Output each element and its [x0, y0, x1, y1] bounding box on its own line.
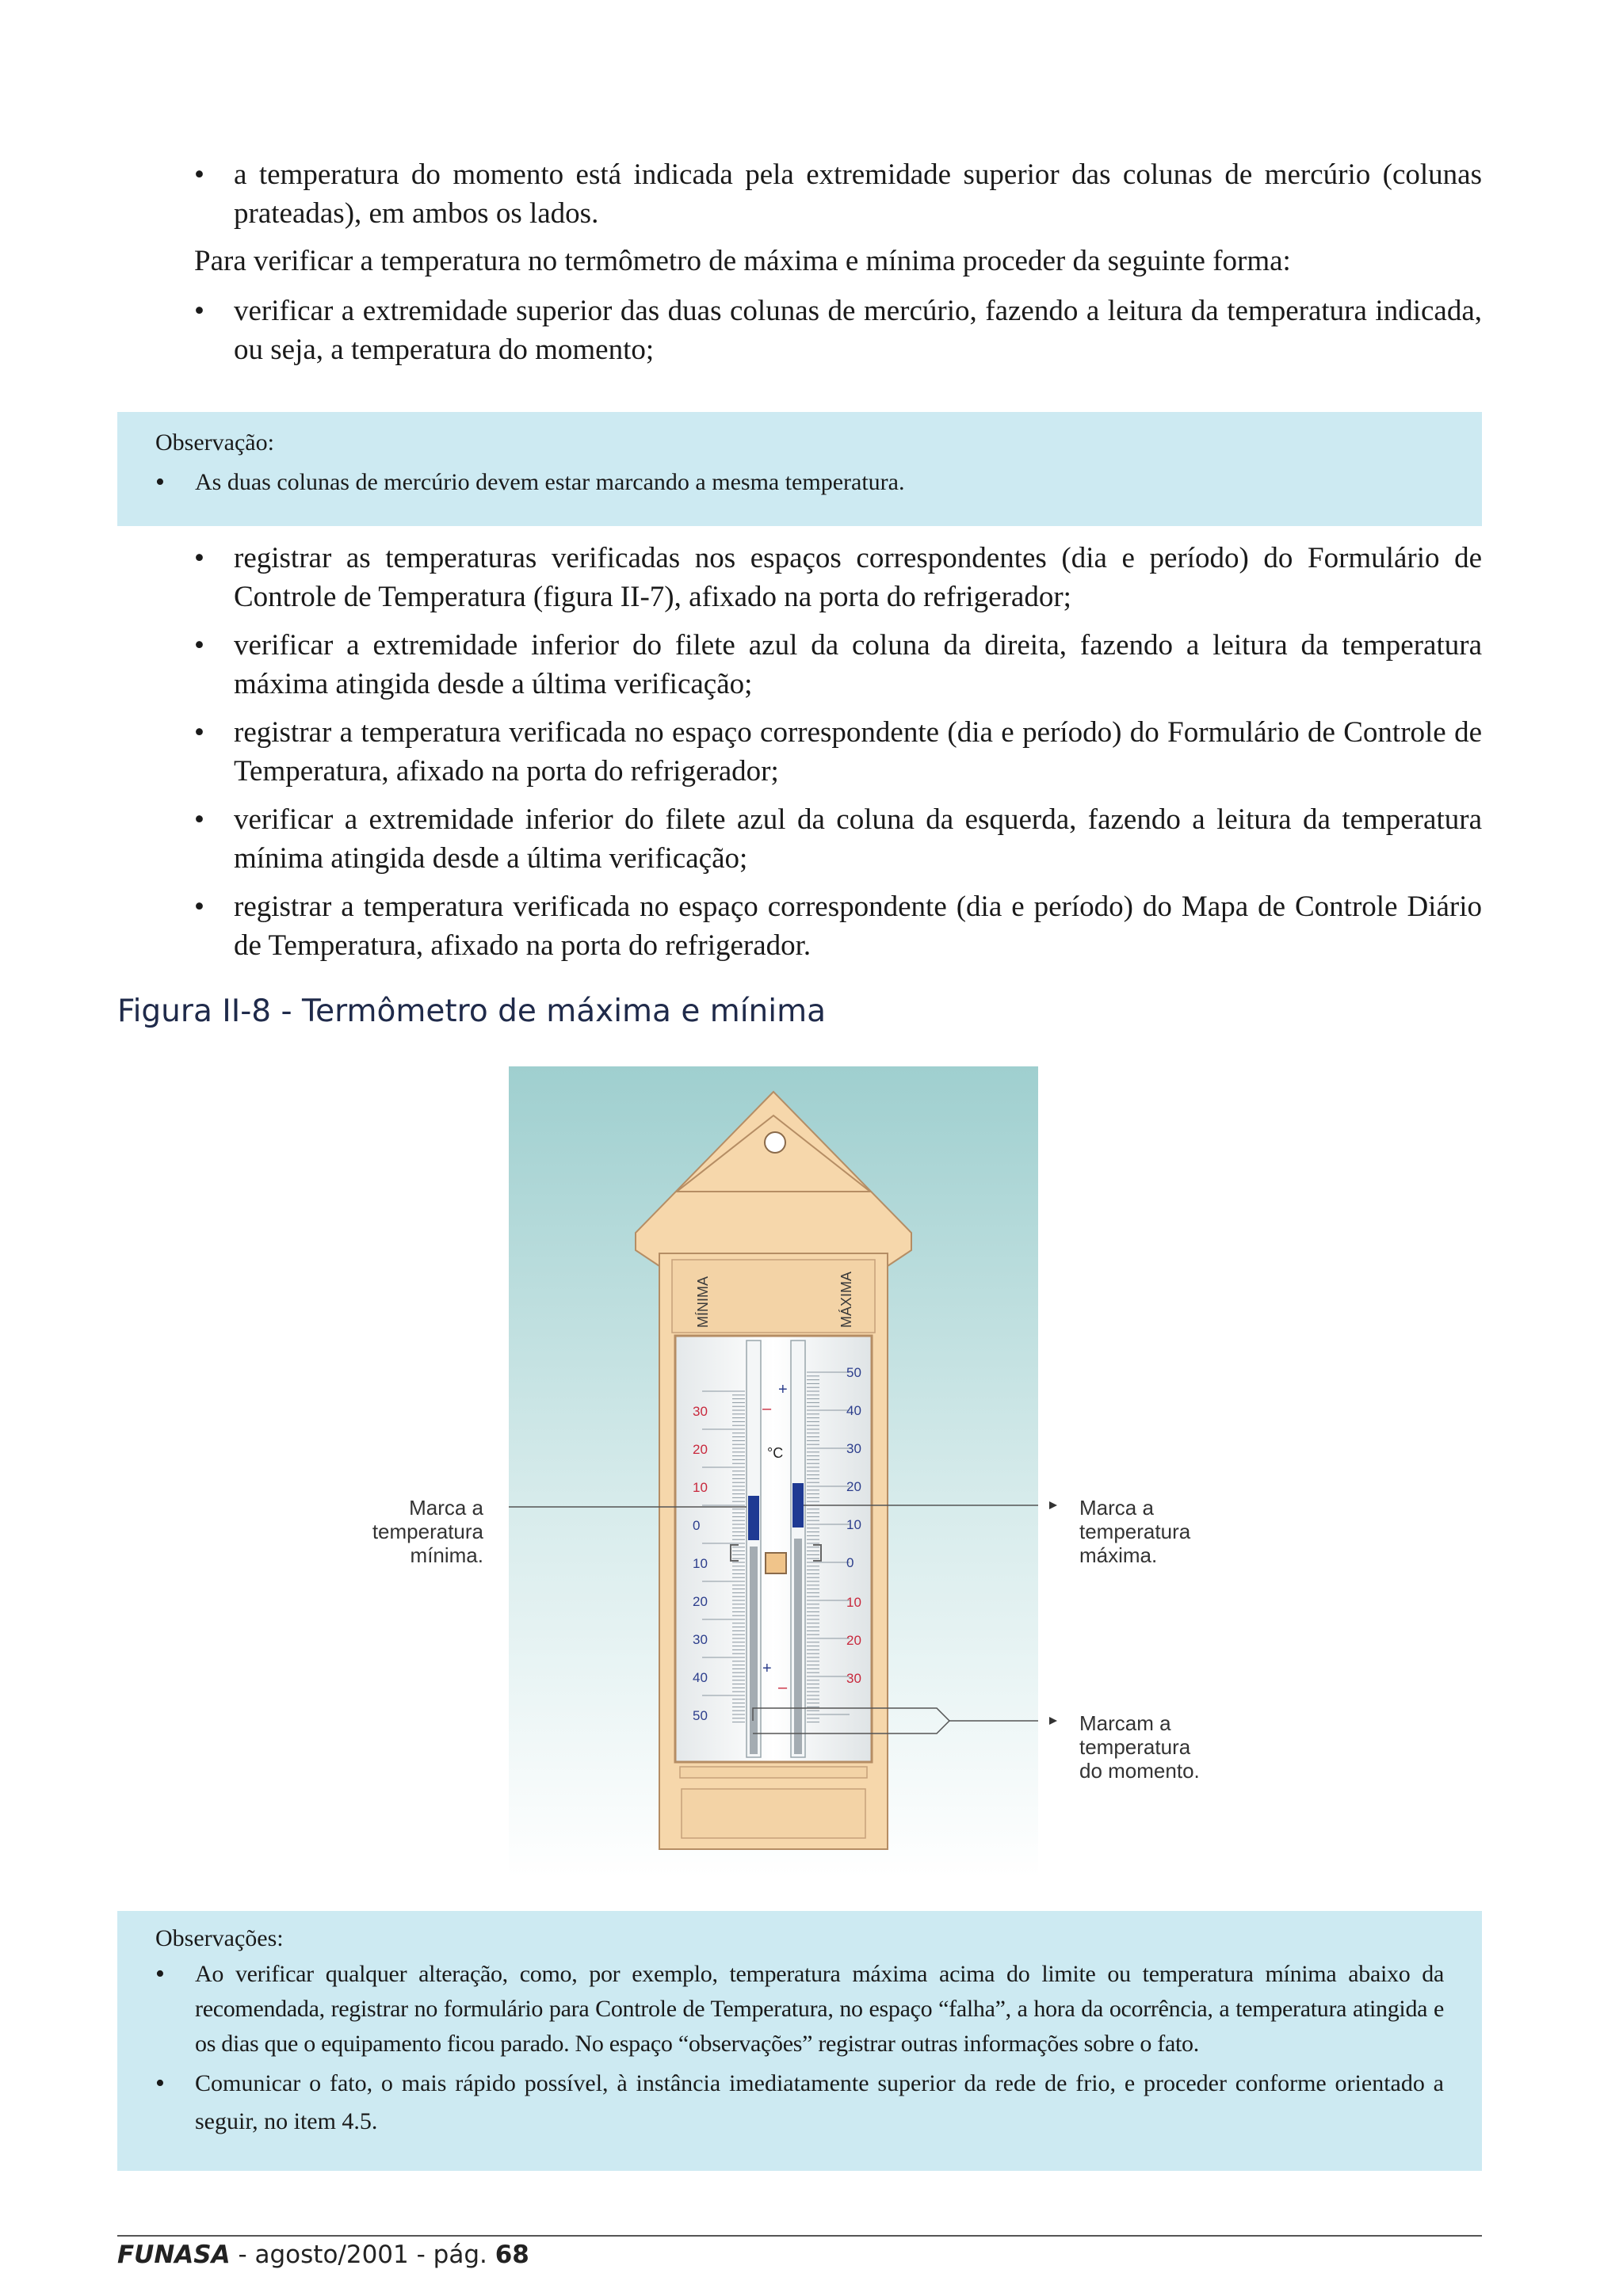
page-number: 68	[495, 2241, 529, 2269]
thermometer-figure	[509, 1066, 1038, 1878]
left-scale-label: 10	[693, 1480, 708, 1495]
list-item: • Comunicar o fato, o mais rápido possível, à instância imediatamente superior da rede de frio, e proceder conforme orientado a seguir, no item 4.5.	[155, 2065, 1444, 2141]
arrow-right-icon	[1046, 1501, 1062, 1513]
footer-text: - agosto/2001 - pág.	[230, 2241, 495, 2269]
right-scale-label: 20	[846, 1479, 861, 1494]
callout-now: Marcam a temperatura do momento.	[1079, 1711, 1200, 1783]
note-list	[117, 1957, 1444, 2141]
left-mercury-column	[750, 1547, 758, 1754]
arrow-right-icon	[1046, 1716, 1062, 1729]
intro-paragraph: Para verificar a temperatura no termômetro de máxima e mínima proceder da seguinte forma:	[194, 245, 1291, 277]
left-scale-label: 50	[693, 1708, 708, 1723]
step-bullet-list-1	[194, 292, 1482, 379]
right-scale-label: 30	[846, 1441, 861, 1456]
left-minus-sign: –	[762, 1400, 772, 1417]
reset-button	[766, 1553, 786, 1573]
bullet-icon: •	[194, 803, 204, 836]
right-scale-label: 50	[846, 1365, 861, 1380]
right-plus-sign: +	[778, 1381, 788, 1398]
base-panel	[682, 1789, 865, 1838]
list-item: • Ao verificar qualquer alteração, como, por exemplo, temperatura máxima acima do limite ou temperatura mínima abaixo da recomendada, registrar no formulário para Controle de Temperatura, no espaço “falha”, a hora da ocorrência, a temperatura atingida e os dias que o equipamento ficou parado. No espaço “observações” registrar outras informações sobre o fato.	[155, 1957, 1444, 2061]
left-scale-label: 20	[693, 1594, 708, 1609]
right-scale-label: 10	[846, 1517, 861, 1532]
footer	[117, 2241, 529, 2269]
bullet-icon: •	[194, 158, 204, 191]
thermometer-illustration	[509, 1066, 1038, 1878]
bullet-icon: •	[155, 2069, 165, 2098]
list-item: • verificar a extremidade inferior do filete azul da coluna da esquerda, fazendo a leitura da temperatura mínima atingida desde a última verificação;	[194, 800, 1482, 878]
note-box-1	[117, 412, 1482, 526]
hanging-hole-icon	[765, 1132, 785, 1153]
left-scale-label: 30	[693, 1632, 708, 1647]
callout-min: Marca a temperatura mínima.	[372, 1496, 483, 1567]
left-scale-label: 40	[693, 1670, 708, 1685]
bullet-icon: •	[194, 295, 204, 327]
list-item: • verificar a extremidade inferior do filete azul da coluna da direita, fazendo a leitura da temperatura máxima atingida desde a última verificação;	[194, 626, 1482, 704]
note-title: Observação:	[155, 429, 274, 456]
bullet-icon: •	[194, 629, 204, 662]
bullet-icon: •	[155, 1959, 165, 1989]
callout-max: Marca a temperatura máxima.	[1079, 1496, 1191, 1567]
list-item: • registrar a temperatura verificada no espaço correspondente (dia e período) do Formulário de Controle de Temperatura, afixado na porta do refrigerador;	[194, 713, 1482, 791]
left-scale-label: 0	[693, 1518, 701, 1533]
right-scale-label: 40	[846, 1403, 861, 1418]
left-scale-label: 20	[693, 1442, 708, 1457]
maximum-index-marker	[792, 1483, 804, 1527]
footer-brand: FUNASA	[117, 2241, 231, 2269]
right-minus-sign: –	[778, 1679, 788, 1696]
bullet-icon: •	[155, 467, 165, 497]
note-box-2	[117, 1911, 1482, 2171]
celsius-unit: °C	[767, 1445, 784, 1461]
list-item: • registrar as temperaturas verificadas nos espaços correspondentes (dia e período) do Formulário de Controle de Temperatura (figura II-7), afixado na porta do refrigerador;	[194, 539, 1482, 616]
figure-title: Figura II-8 - Termômetro de máxima e mínima	[117, 994, 826, 1029]
list-item: • verificar a extremidade superior das duas colunas de mercúrio, fazendo a leitura da temperatura indicada, ou seja, a temperatura do momento;	[194, 292, 1482, 369]
bullet-icon: •	[194, 542, 204, 574]
footer-divider	[117, 2235, 1482, 2237]
base-rail	[680, 1767, 867, 1778]
bullet-icon: •	[194, 891, 204, 923]
right-scale-label: 10	[846, 1595, 861, 1610]
right-scale-label: 20	[846, 1633, 861, 1648]
left-plus-sign: +	[762, 1660, 772, 1677]
intro-bullet-list	[194, 155, 1482, 242]
list-item: • registrar a temperatura verificada no espaço correspondente (dia e período) do Mapa de Controle Diário de Temperatura, afixado na porta do refrigerador.	[194, 887, 1482, 965]
right-scale-label: 0	[846, 1555, 854, 1570]
left-scale-label: 30	[693, 1404, 708, 1419]
note-list	[117, 463, 1444, 502]
left-scale-label: 10	[693, 1556, 708, 1571]
note-title: Observações:	[155, 1925, 284, 1951]
right-mercury-column	[794, 1539, 802, 1754]
maximum-label: MÁXIMA	[838, 1271, 854, 1328]
list-item: • a temperatura do momento está indicada pela extremidade superior das colunas de mercúrio (colunas prateadas), em ambos os lados.	[194, 155, 1482, 233]
glass-panel	[675, 1336, 872, 1762]
step-bullet-list-2	[194, 539, 1482, 974]
right-scale-label: 30	[846, 1671, 861, 1686]
minimum-label: MÍNIMA	[695, 1276, 711, 1328]
list-item: • As duas colunas de mercúrio devem estar marcando a mesma temperatura.	[155, 463, 1444, 502]
bullet-icon: •	[194, 716, 204, 749]
minimum-index-marker	[748, 1496, 759, 1540]
